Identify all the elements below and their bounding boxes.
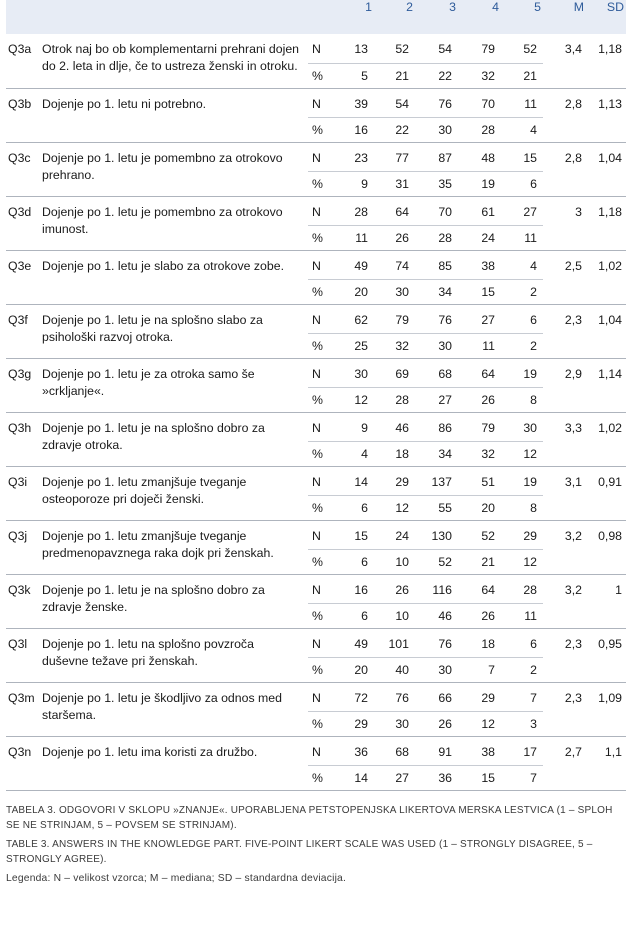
item-code: Q3n [6,736,40,790]
percent-cell: 22 [415,63,458,88]
count-cell: 28 [354,204,368,219]
count-cell: 7 [530,690,537,705]
count-cell: 61 [481,204,495,219]
item-statement: Dojenje po 1. letu je na splošno slabo za psihološki razvoj otroka. [40,304,308,358]
count-cell: 76 [395,690,409,705]
table-row-n [6,682,626,711]
percent-cell: 26 [374,225,415,250]
count-cell: 87 [438,150,452,165]
item-statement: Dojenje po 1. letu ima koristi za družbo. [40,736,308,790]
table-row-n [6,196,626,225]
count-cell: 46 [395,420,409,435]
item-code: Q3l [6,628,40,682]
item-statement: Dojenje po 1. letu na splošno povzroča duševne težave pri ženskah. [40,628,308,682]
count-cell: 79 [481,420,495,435]
percent-cell: 14 [338,765,374,790]
unit-label-n: N [312,366,321,381]
count-cell: 30 [523,420,537,435]
table-row-n [6,250,626,279]
table-row-n [6,736,626,765]
percent-cell: 12 [501,441,543,466]
percent-cell: 24 [458,225,501,250]
table-row-n [6,574,626,603]
header-col-3: 3 [449,0,456,14]
percent-cell: 11 [458,333,501,358]
table-header-row [6,0,626,34]
caption-english: TABLE 3. ANSWERS IN THE KNOWLEDGE PART. FIVE-POINT LIKERT SCALE WAS USED (1 – STRONGLY DISAGREE, 5 – STRONGLY AGREE). [6,838,593,865]
median-cell: 2,8 [543,142,586,196]
percent-cell: 6 [338,495,374,520]
table-row-n [6,466,626,495]
median-cell: 3,3 [543,412,586,466]
header-col-5: 5 [534,0,541,14]
count-cell: 70 [481,96,495,111]
item-statement: Dojenje po 1. letu zmanjšuje tveganje predmenopavznega raka dojk pri ženskah. [40,520,308,574]
percent-cell: 11 [338,225,374,250]
percent-cell: 40 [374,657,415,682]
item-statement: Dojenje po 1. letu je pomembno za otrokovo prehrano. [40,142,308,196]
percent-cell: 30 [415,117,458,142]
count-cell: 86 [438,420,452,435]
percent-cell: 27 [415,387,458,412]
sd-cell: 1,1 [586,736,626,790]
median-cell: 2,9 [543,358,586,412]
percent-cell: 26 [458,603,501,628]
percent-cell: 10 [374,549,415,574]
count-cell: 76 [438,312,452,327]
count-cell: 30 [354,366,368,381]
count-cell: 54 [438,42,452,56]
median-cell: 2,3 [543,682,586,736]
percent-cell: 25 [338,333,374,358]
count-cell: 19 [523,474,537,489]
unit-label-percent: % [308,117,338,142]
unit-label-percent: % [308,711,338,736]
count-cell: 77 [395,150,409,165]
header-col-4: 4 [492,0,499,14]
item-code: Q3f [6,304,40,358]
item-code: Q3e [6,250,40,304]
unit-label-n: N [312,258,321,273]
percent-cell: 20 [338,279,374,304]
table-row-n [6,358,626,387]
count-cell: 27 [523,204,537,219]
percent-cell: 5 [338,63,374,88]
item-code: Q3d [6,196,40,250]
median-cell: 3,2 [543,520,586,574]
percent-cell: 4 [338,441,374,466]
count-cell: 13 [354,42,368,56]
count-cell: 29 [395,474,409,489]
sd-cell: 1,13 [586,88,626,142]
percent-cell: 34 [415,279,458,304]
percent-cell: 20 [338,657,374,682]
count-cell: 69 [395,366,409,381]
percent-cell: 20 [458,495,501,520]
percent-cell: 21 [374,63,415,88]
count-cell: 6 [530,312,537,327]
table-caption [6,803,626,886]
percent-cell: 15 [458,279,501,304]
count-cell: 74 [395,258,409,273]
item-code: Q3c [6,142,40,196]
median-cell: 2,8 [543,88,586,142]
sd-cell: 1,18 [586,34,626,88]
percent-cell: 32 [374,333,415,358]
percent-cell: 27 [374,765,415,790]
table-row-n [6,304,626,333]
item-code: Q3h [6,412,40,466]
count-cell: 79 [395,312,409,327]
percent-cell: 26 [458,387,501,412]
median-cell: 2,5 [543,250,586,304]
count-cell: 68 [395,744,409,759]
answers-table [6,0,626,791]
caption-legend: Legenda: N – velikost vzorca; M – mediana; SD – standardna deviacija. [6,872,347,884]
percent-cell: 52 [415,549,458,574]
item-code: Q3i [6,466,40,520]
count-cell: 38 [481,258,495,273]
count-cell: 38 [481,744,495,759]
table-row-n [6,520,626,549]
sd-cell: 1 [586,574,626,628]
count-cell: 130 [431,528,452,543]
percent-cell: 6 [338,603,374,628]
percent-cell: 31 [374,171,415,196]
count-cell: 49 [354,258,368,273]
percent-cell: 30 [415,333,458,358]
unit-label-percent: % [308,387,338,412]
item-code: Q3k [6,574,40,628]
count-cell: 76 [438,636,452,651]
table-row-n [6,628,626,657]
percent-cell: 12 [501,549,543,574]
unit-label-percent: % [308,279,338,304]
count-cell: 66 [438,690,452,705]
percent-cell: 28 [458,117,501,142]
percent-cell: 12 [458,711,501,736]
count-cell: 72 [354,690,368,705]
median-cell: 3,2 [543,574,586,628]
percent-cell: 28 [374,387,415,412]
count-cell: 16 [354,582,368,597]
percent-cell: 18 [374,441,415,466]
unit-label-n: N [312,96,321,111]
header-col-m: M [573,0,584,14]
count-cell: 28 [523,582,537,597]
count-cell: 51 [481,474,495,489]
count-cell: 64 [481,582,495,597]
item-statement: Dojenje po 1. letu je za otroka samo še »crkljanje«. [40,358,308,412]
percent-cell: 35 [415,171,458,196]
sd-cell: 1,09 [586,682,626,736]
percent-cell: 16 [338,117,374,142]
item-statement: Dojenje po 1. letu ni potrebno. [40,88,308,142]
count-cell: 11 [524,96,537,111]
unit-label-n: N [312,150,321,165]
sd-cell: 1,02 [586,412,626,466]
median-cell: 2,7 [543,736,586,790]
percent-cell: 2 [501,657,543,682]
percent-cell: 9 [338,171,374,196]
percent-cell: 30 [374,711,415,736]
count-cell: 52 [395,42,409,56]
item-code: Q3m [6,682,40,736]
header-blank [6,0,40,34]
unit-label-percent: % [308,765,338,790]
percent-cell: 7 [501,765,543,790]
unit-label-percent: % [308,333,338,358]
sd-cell: 1,04 [586,142,626,196]
count-cell: 91 [438,744,452,759]
percent-cell: 21 [458,549,501,574]
header-col-sd: SD [606,0,624,14]
unit-label-n: N [312,528,321,543]
count-cell: 85 [438,258,452,273]
percent-cell: 2 [501,279,543,304]
count-cell: 62 [354,312,368,327]
percent-cell: 12 [374,495,415,520]
count-cell: 70 [438,204,452,219]
sd-cell: 1,14 [586,358,626,412]
sd-cell: 1,04 [586,304,626,358]
header-blank [40,0,308,34]
count-cell: 15 [354,528,368,543]
caption-slovene: TABELA 3. ODGOVORI V SKLOPU »ZNANJE«. UPORABLJENA PETSTOPENJSKA LIKERTOVA MERSKA LESTVICA (1 – SPLOH SE NE STRINJAM, 5 – POVSEM SE STRINJAM). [6,804,613,831]
median-cell: 2,3 [543,628,586,682]
unit-label-percent: % [308,495,338,520]
percent-cell: 8 [501,387,543,412]
count-cell: 48 [481,150,495,165]
item-statement: Dojenje po 1. letu je slabo za otrokove zobe. [40,250,308,304]
count-cell: 116 [432,582,452,597]
unit-label-n: N [312,636,321,651]
unit-label-percent: % [308,441,338,466]
sd-cell: 1,02 [586,250,626,304]
percent-cell: 30 [374,279,415,304]
header-blank [308,0,338,34]
unit-label-percent: % [308,603,338,628]
document-page [6,0,626,890]
percent-cell: 32 [458,441,501,466]
unit-label-n: N [312,204,321,219]
unit-label-n: N [312,474,321,489]
item-code: Q3j [6,520,40,574]
item-statement: Dojenje po 1. letu zmanjšuje tveganje osteoporoze pri doječi ženski. [40,466,308,520]
item-statement: Dojenje po 1. letu je škodljivo za odnos med staršema. [40,682,308,736]
header-col-2: 2 [406,0,413,14]
percent-cell: 29 [338,711,374,736]
percent-cell: 4 [501,117,543,142]
count-cell: 19 [523,366,537,381]
unit-label-n: N [312,744,321,759]
count-cell: 52 [481,528,495,543]
table-row-n [6,142,626,171]
count-cell: 68 [438,366,452,381]
percent-cell: 30 [415,657,458,682]
count-cell: 64 [395,204,409,219]
count-cell: 137 [431,474,452,489]
median-cell: 3 [543,196,586,250]
percent-cell: 12 [338,387,374,412]
count-cell: 17 [523,744,537,759]
item-statement: Dojenje po 1. letu je pomembno za otrokovo imunost. [40,196,308,250]
percent-cell: 21 [501,63,543,88]
unit-label-percent: % [308,63,338,88]
count-cell: 27 [481,312,495,327]
count-cell: 29 [523,528,537,543]
percent-cell: 34 [415,441,458,466]
item-code: Q3b [6,88,40,142]
count-cell: 79 [481,42,495,56]
count-cell: 24 [395,528,409,543]
percent-cell: 6 [338,549,374,574]
count-cell: 23 [354,150,368,165]
percent-cell: 19 [458,171,501,196]
percent-cell: 8 [501,495,543,520]
sd-cell: 0,98 [586,520,626,574]
unit-label-percent: % [308,225,338,250]
item-statement: Dojenje po 1. letu je na splošno dobro za zdravje otroka. [40,412,308,466]
percent-cell: 2 [501,333,543,358]
count-cell: 39 [354,96,368,111]
percent-cell: 11 [501,603,543,628]
count-cell: 101 [388,636,409,651]
count-cell: 26 [395,582,409,597]
percent-cell: 7 [458,657,501,682]
table-body [6,34,626,790]
count-cell: 76 [438,96,452,111]
median-cell: 3,1 [543,466,586,520]
percent-cell: 26 [415,711,458,736]
table-row-n [6,88,626,117]
unit-label-n: N [312,582,321,597]
count-cell: 36 [354,744,368,759]
median-cell: 2,3 [543,304,586,358]
unit-label-n: N [312,420,321,435]
percent-cell: 46 [415,603,458,628]
count-cell: 6 [530,636,537,651]
unit-label-n: N [312,690,321,705]
header-col-1: 1 [365,0,372,14]
percent-cell: 3 [501,711,543,736]
count-cell: 14 [354,474,368,489]
percent-cell: 28 [415,225,458,250]
percent-cell: 10 [374,603,415,628]
count-cell: 64 [481,366,495,381]
count-cell: 15 [523,150,537,165]
count-cell: 54 [395,96,409,111]
percent-cell: 11 [501,225,543,250]
unit-label-percent: % [308,171,338,196]
count-cell: 52 [523,42,537,56]
table-row-n [6,34,626,63]
sd-cell: 1,18 [586,196,626,250]
count-cell: 9 [361,420,368,435]
count-cell: 18 [481,636,495,651]
percent-cell: 32 [458,63,501,88]
median-cell: 3,4 [543,34,586,88]
percent-cell: 22 [374,117,415,142]
percent-cell: 6 [501,171,543,196]
unit-label-n: N [312,42,321,56]
percent-cell: 15 [458,765,501,790]
percent-cell: 36 [415,765,458,790]
sd-cell: 0,91 [586,466,626,520]
percent-cell: 55 [415,495,458,520]
unit-label-percent: % [308,657,338,682]
count-cell: 49 [354,636,368,651]
item-code: Q3a [6,34,40,88]
sd-cell: 0,95 [586,628,626,682]
item-code: Q3g [6,358,40,412]
count-cell: 29 [481,690,495,705]
table-row-n [6,412,626,441]
unit-label-n: N [312,312,321,327]
item-statement: Dojenje po 1. letu je na splošno dobro za zdravje ženske. [40,574,308,628]
count-cell: 4 [530,258,537,273]
unit-label-percent: % [308,549,338,574]
item-statement: Otrok naj bo ob komplementarni prehrani dojen do 2. leta in dlje, če to ustreza ženski in otroku. [40,34,308,88]
